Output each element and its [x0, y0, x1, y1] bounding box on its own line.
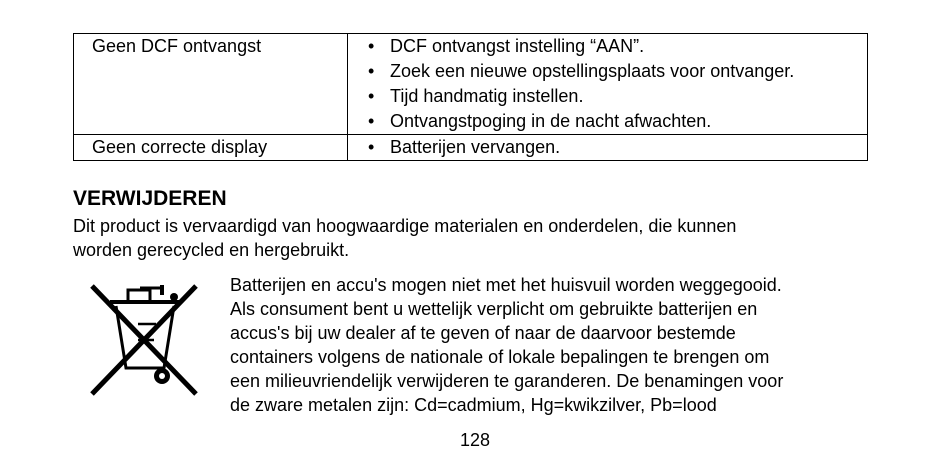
solution-text: Ontvangstpoging in de nacht afwachten.	[390, 111, 712, 131]
bullet-icon: •	[368, 61, 375, 81]
bullet-icon: •	[368, 137, 375, 157]
problem-cell	[74, 135, 348, 161]
intro-paragraph	[73, 214, 873, 262]
solution-cell	[348, 135, 868, 161]
list-item	[366, 34, 867, 59]
solution-text: Zoek een nieuwe opstellingsplaats voor ontvanger.	[390, 61, 795, 81]
list-item	[366, 109, 867, 134]
section-heading: VERWIJDEREN	[73, 187, 227, 210]
solution-cell	[348, 34, 868, 135]
paragraph-line: containers volgens de nationale of lokale bepalingen te brengen om	[230, 347, 770, 367]
paragraph-line: Als consument bent u wettelijk verplicht om gebruikte batterijen en	[230, 299, 758, 319]
troubleshooting-table	[73, 33, 868, 161]
paragraph-line: accus's bij uw dealer af te geven of naar de daarvoor bestemde	[230, 323, 736, 343]
intro-line: Dit product is vervaardigd van hoogwaardige materialen en onderdelen, die kunnen	[73, 216, 737, 236]
table-row	[74, 34, 868, 135]
solution-list	[366, 135, 867, 160]
list-item	[366, 59, 867, 84]
crossed-out-wheelie-bin-icon	[88, 276, 200, 398]
solution-text: Batterijen vervangen.	[390, 137, 561, 157]
disposal-paragraph	[230, 273, 890, 417]
solution-text: DCF ontvangst instelling “AAN”.	[390, 36, 645, 56]
list-item	[366, 135, 867, 160]
bullet-icon: •	[368, 86, 375, 106]
page-number: 128	[459, 430, 491, 450]
problem-cell	[74, 34, 348, 135]
solution-list	[366, 34, 867, 134]
bullet-icon: •	[368, 111, 375, 131]
problem-text: Geen DCF ontvangst	[92, 36, 262, 56]
intro-line: worden gerecycled en hergebruikt.	[73, 240, 350, 260]
paragraph-line: een milieuvriendelijk verwijderen te garanderen. De benamingen voor	[230, 371, 784, 391]
bullet-icon: •	[368, 36, 375, 56]
solution-text: Tijd handmatig instellen.	[390, 86, 584, 106]
problem-text: Geen correcte display	[92, 137, 268, 157]
paragraph-line: de zware metalen zijn: Cd=cadmium, Hg=kwikzilver, Pb=lood	[230, 395, 717, 415]
list-item	[366, 84, 867, 109]
table-row	[74, 135, 868, 161]
paragraph-line: Batterijen en accu's mogen niet met het huisvuil worden weggegooid.	[230, 275, 782, 295]
